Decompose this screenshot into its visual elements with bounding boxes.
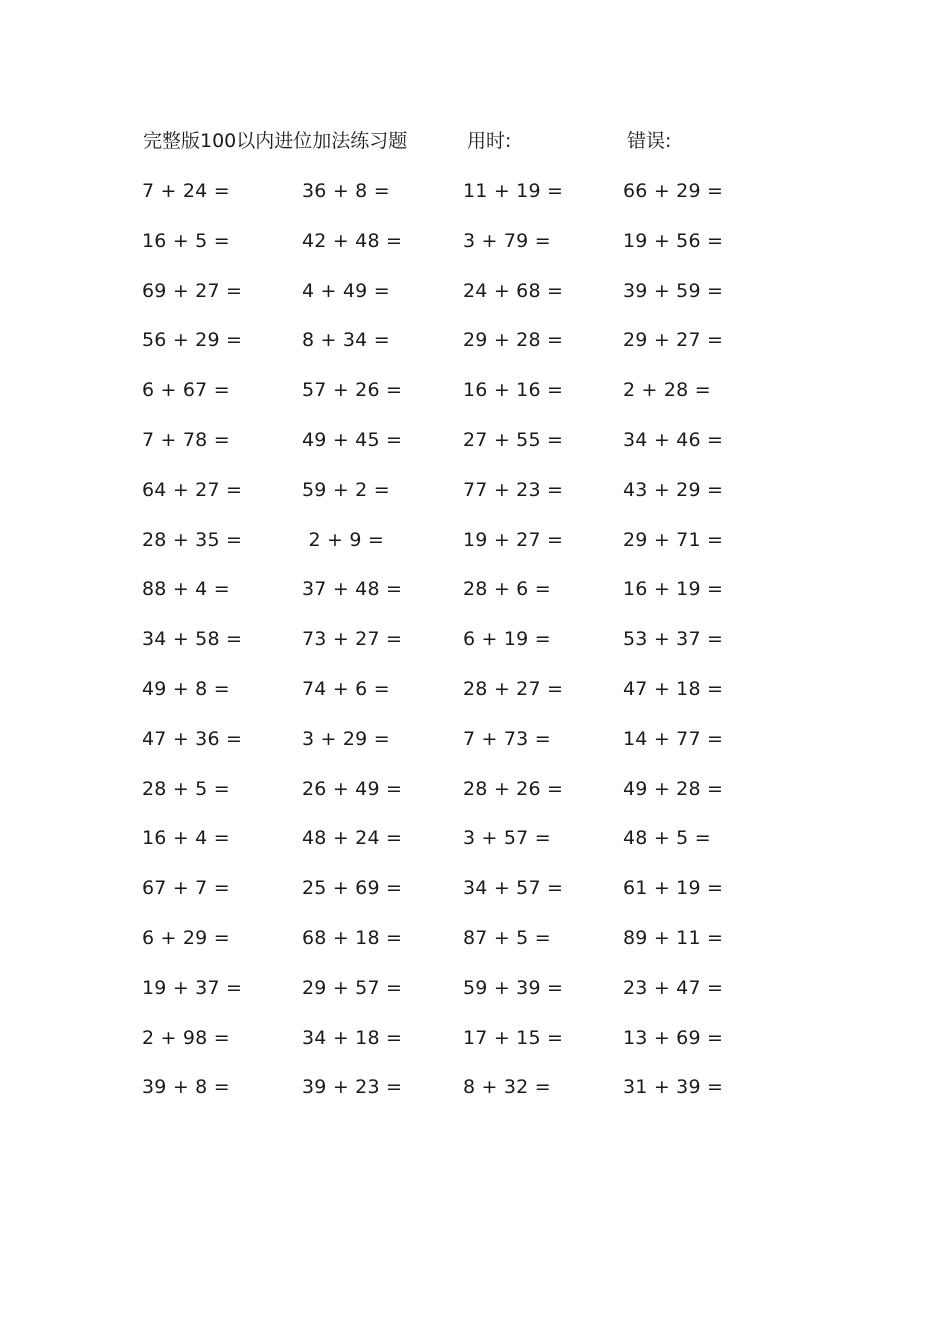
addition-problem: 16 + 19 = <box>623 578 724 601</box>
addition-problem: 49 + 45 = <box>302 428 403 451</box>
addition-problem: 16 + 5 = <box>142 229 230 252</box>
error-count-label: 错误: <box>627 130 672 152</box>
problem-row <box>0 373 950 423</box>
addition-problem: 53 + 37 = <box>623 628 724 651</box>
problem-row <box>0 622 950 672</box>
addition-problem: 39 + 59 = <box>623 279 724 302</box>
addition-problem: 17 + 15 = <box>463 1026 564 1049</box>
worksheet-header <box>0 126 950 158</box>
problem-row <box>0 971 950 1021</box>
problem-row <box>0 572 950 622</box>
addition-problem: 2 + 9 = <box>308 528 384 551</box>
addition-problem: 28 + 5 = <box>142 777 230 800</box>
addition-problem: 36 + 8 = <box>302 180 390 202</box>
addition-problem: 74 + 6 = <box>302 677 390 700</box>
addition-problem: 7 + 78 = <box>142 428 230 451</box>
addition-problem: 37 + 48 = <box>302 578 403 601</box>
addition-problem: 26 + 49 = <box>302 777 403 800</box>
addition-problem: 68 + 18 = <box>302 926 403 949</box>
addition-problem: 66 + 29 = <box>623 180 724 202</box>
addition-problem: 2 + 98 = <box>142 1026 230 1049</box>
problem-row <box>0 523 950 573</box>
addition-problem: 34 + 18 = <box>302 1026 403 1049</box>
addition-problem: 27 + 55 = <box>463 428 564 451</box>
addition-problem: 29 + 28 = <box>463 329 564 352</box>
addition-problem: 14 + 77 = <box>623 727 724 750</box>
addition-problem: 69 + 27 = <box>142 279 243 302</box>
addition-problem: 6 + 67 = <box>142 379 230 402</box>
addition-problem: 8 + 34 = <box>302 329 390 352</box>
addition-problem: 25 + 69 = <box>302 877 403 900</box>
addition-problem: 4 + 49 = <box>302 279 390 302</box>
addition-problem: 87 + 5 = <box>463 926 551 949</box>
addition-problem: 67 + 7 = <box>142 877 230 900</box>
addition-problem: 29 + 71 = <box>623 528 724 551</box>
problem-row <box>0 423 950 473</box>
addition-problem: 13 + 69 = <box>623 1026 724 1049</box>
addition-problem: 28 + 27 = <box>463 677 564 700</box>
addition-problem: 57 + 26 = <box>302 379 403 402</box>
addition-problem: 7 + 24 = <box>142 180 230 202</box>
addition-problem: 8 + 32 = <box>463 1076 551 1099</box>
time-used-label: 用时: <box>467 130 512 152</box>
problem-row <box>0 821 950 871</box>
problem-row <box>0 1021 950 1071</box>
addition-problem: 24 + 68 = <box>463 279 564 302</box>
problem-row <box>0 174 950 224</box>
addition-problem: 7 + 73 = <box>463 727 551 750</box>
addition-problem: 34 + 58 = <box>142 628 243 651</box>
addition-problem: 39 + 8 = <box>142 1076 230 1099</box>
addition-problem: 29 + 27 = <box>623 329 724 352</box>
addition-problem: 2 + 28 = <box>623 379 711 402</box>
addition-problem: 16 + 4 = <box>142 827 230 850</box>
addition-problem: 48 + 24 = <box>302 827 403 850</box>
addition-problem: 88 + 4 = <box>142 578 230 601</box>
addition-problem: 47 + 18 = <box>623 677 724 700</box>
addition-problem: 59 + 39 = <box>463 976 564 999</box>
addition-problem: 29 + 57 = <box>302 976 403 999</box>
problem-row <box>0 772 950 822</box>
addition-problem: 3 + 57 = <box>463 827 551 850</box>
addition-problem: 77 + 23 = <box>463 478 564 501</box>
addition-problem: 28 + 6 = <box>463 578 551 601</box>
addition-problem: 61 + 19 = <box>623 877 724 900</box>
problem-row <box>0 224 950 274</box>
addition-problem: 59 + 2 = <box>302 478 390 501</box>
addition-problem: 3 + 29 = <box>302 727 390 750</box>
worksheet-title: 完整版100以内进位加法练习题 <box>143 130 408 152</box>
addition-problem: 89 + 11 = <box>623 926 724 949</box>
problem-row <box>0 722 950 772</box>
problem-row <box>0 274 950 324</box>
addition-problem: 16 + 16 = <box>463 379 564 402</box>
problem-row <box>0 871 950 921</box>
addition-problem: 31 + 39 = <box>623 1076 724 1099</box>
addition-problem: 34 + 46 = <box>623 428 724 451</box>
addition-problem: 39 + 23 = <box>302 1076 403 1099</box>
addition-problem: 49 + 28 = <box>623 777 724 800</box>
addition-problem: 6 + 19 = <box>463 628 551 651</box>
addition-problem: 42 + 48 = <box>302 229 403 252</box>
problem-row <box>0 323 950 373</box>
addition-problem: 19 + 27 = <box>463 528 564 551</box>
addition-problem: 28 + 26 = <box>463 777 564 800</box>
addition-problem: 19 + 56 = <box>623 229 724 252</box>
addition-problem: 6 + 29 = <box>142 926 230 949</box>
addition-problem: 73 + 27 = <box>302 628 403 651</box>
addition-problem: 28 + 35 = <box>142 528 243 551</box>
problem-grid <box>0 174 950 1120</box>
problem-row <box>0 473 950 523</box>
addition-problem: 3 + 79 = <box>463 229 551 252</box>
problem-row <box>0 1070 950 1120</box>
addition-problem: 49 + 8 = <box>142 677 230 700</box>
addition-problem: 48 + 5 = <box>623 827 711 850</box>
addition-problem: 56 + 29 = <box>142 329 243 352</box>
problem-row <box>0 672 950 722</box>
addition-problem: 64 + 27 = <box>142 478 243 501</box>
addition-problem: 43 + 29 = <box>623 478 724 501</box>
problem-row <box>0 921 950 971</box>
addition-problem: 19 + 37 = <box>142 976 243 999</box>
addition-problem: 23 + 47 = <box>623 976 724 999</box>
addition-problem: 11 + 19 = <box>463 180 564 202</box>
addition-problem: 34 + 57 = <box>463 877 564 900</box>
addition-problem: 47 + 36 = <box>142 727 243 750</box>
